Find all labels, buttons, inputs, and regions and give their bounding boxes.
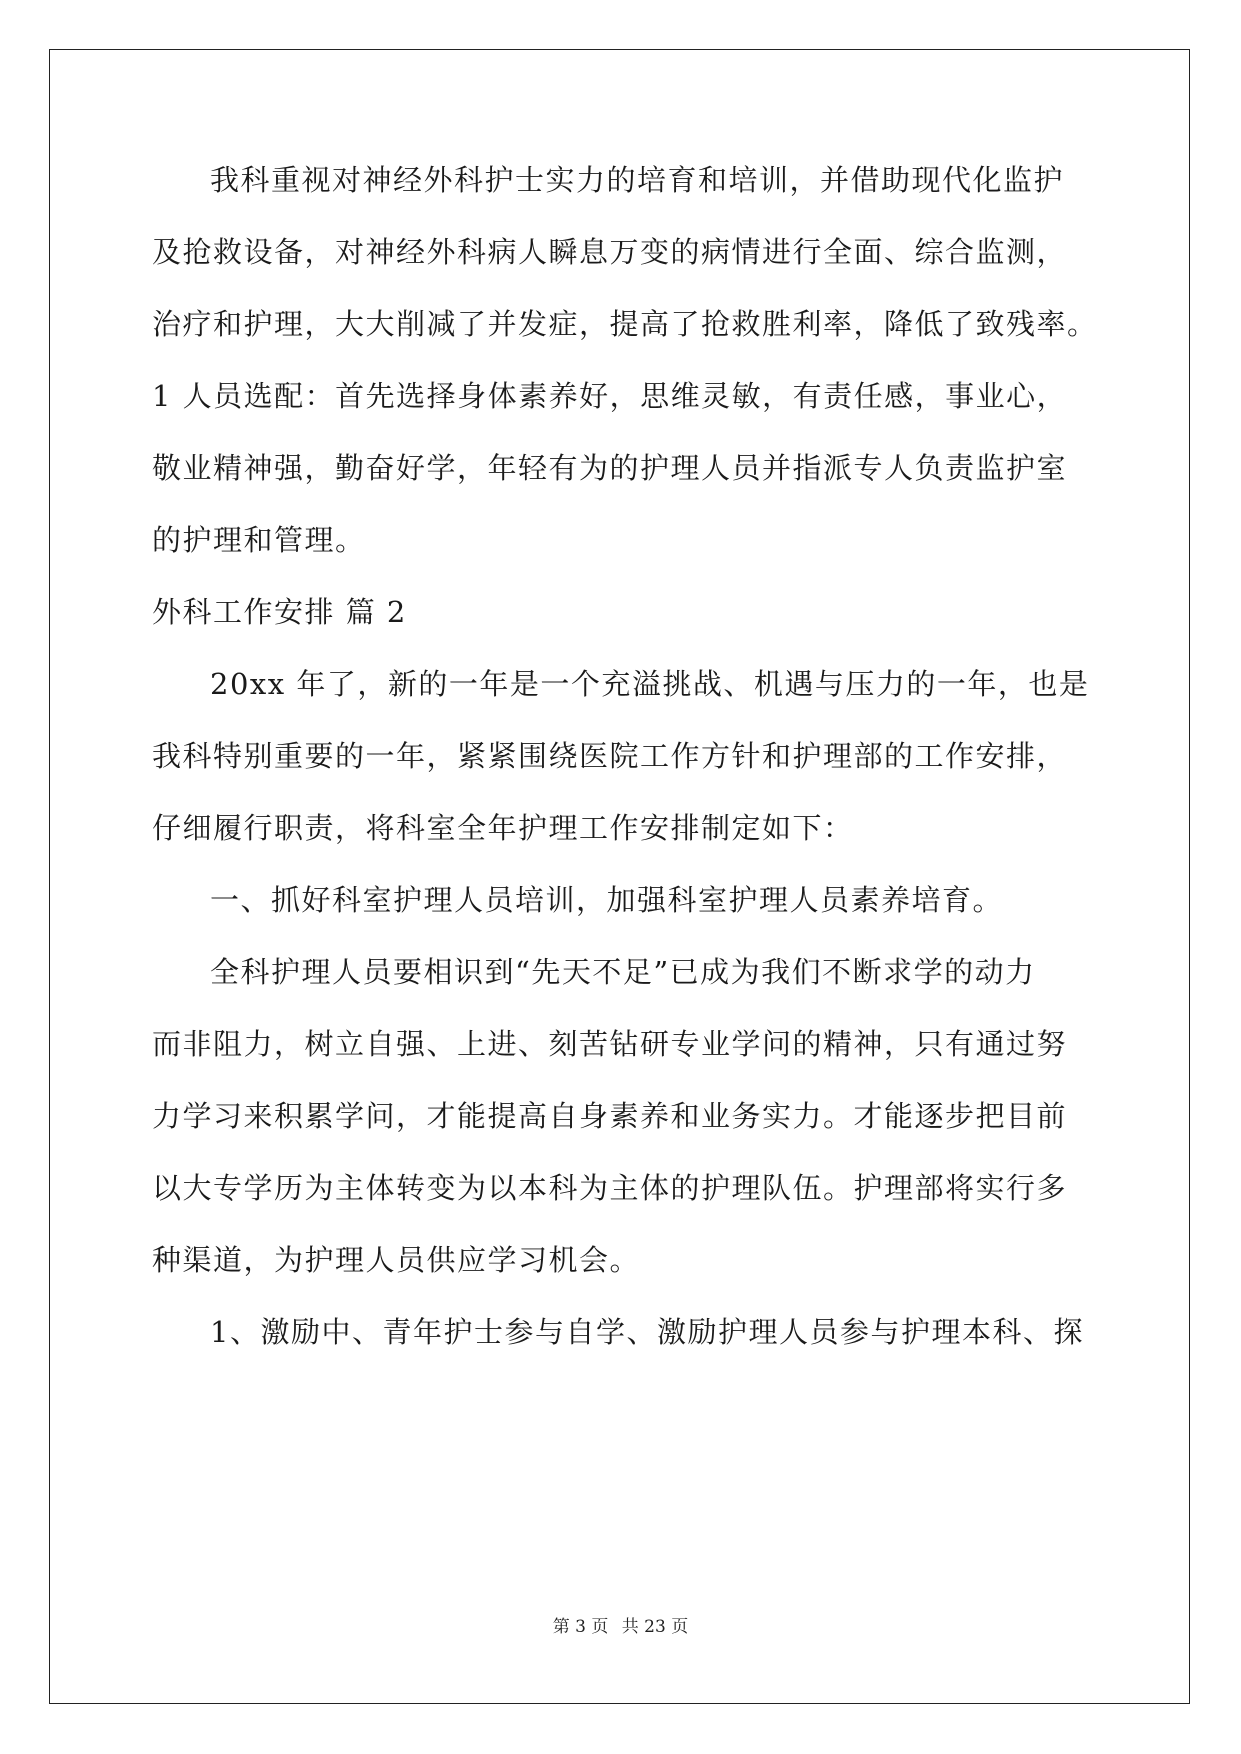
subheading-line: 一、抓好科室护理人员培训，加强科室护理人员素养培育。 (210, 883, 1004, 917)
paragraph-line: 20xx 年了，新的一年是一个充溢挑战、机遇与压力的一年，也是 (210, 667, 1090, 701)
paragraph-line: 我科特别重要的一年，紧紧围绕医院工作方针和护理部的工作安排， (152, 739, 1068, 773)
paragraph-line: 及抢救设备，对神经外科病人瞬息万变的病情进行全面、综合监测， (152, 235, 1068, 269)
paragraph-line: 的护理和管理。 (152, 523, 366, 557)
page-number: 第 3 页 (552, 1617, 609, 1637)
page-total: 共 23 页 (621, 1617, 689, 1637)
page-footer (0, 1612, 1241, 1637)
section-heading: 外科工作安排 篇 2 (152, 595, 407, 629)
page-border (49, 49, 1190, 1704)
paragraph-line: 仔细履行职责，将科室全年护理工作安排制定如下： (152, 811, 854, 845)
paragraph-line: 1 人员选配：首先选择身体素养好，思维灵敏，有责任感，事业心， (152, 379, 1068, 413)
paragraph-line: 全科护理人员要相识到“先天不足”已成为我们不断求学的动力 (210, 955, 1036, 989)
paragraph-line: 我科重视对神经外科护士实力的培育和培训，并借助现代化监护 (210, 163, 1065, 197)
paragraph-line: 治疗和护理，大大削减了并发症，提高了抢救胜利率，降低了致残率。 (152, 307, 1098, 341)
paragraph-line: 种渠道，为护理人员供应学习机会。 (152, 1243, 641, 1277)
paragraph-line: 以大专学历为主体转变为以本科为主体的护理队伍。护理部将实行多 (152, 1171, 1068, 1205)
paragraph-line: 敬业精神强，勤奋好学，年轻有为的护理人员并指派专人负责监护室 (152, 451, 1068, 485)
paragraph-line: 力学习来积累学问，才能提高自身素养和业务实力。才能逐步把目前 (152, 1099, 1068, 1133)
paragraph-line: 而非阻力，树立自强、上进、刻苦钻研专业学问的精神，只有通过努 (152, 1027, 1068, 1061)
paragraph-line: 1、激励中、青年护士参与自学、激励护理人员参与护理本科、探 (210, 1315, 1084, 1349)
